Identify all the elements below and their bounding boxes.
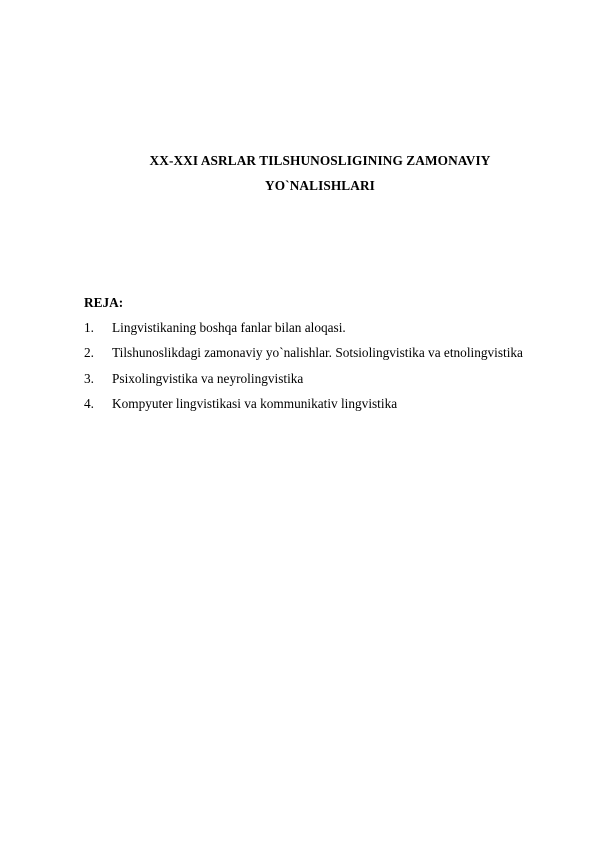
plan-item-number: 3. [84, 370, 94, 386]
plan-item-text: Kompyuter lingvistikasi va kommunikativ lingvistika [112, 395, 398, 411]
plan-item-text: Lingvistikaning boshqa fanlar bilan aloqasi. [112, 320, 346, 335]
plan-item-number: 2. [84, 345, 94, 361]
plan-item-number: 1. [84, 320, 94, 335]
plan-list [84, 319, 564, 413]
title-line-1: XX-XXI ASRLAR TILSHUNOSLIGINING ZAMONAVIY [149, 153, 491, 168]
plan-item-number: 4. [84, 395, 94, 411]
plan-item [84, 344, 564, 362]
plan-item-text: Tilshunoslikdagi zamonaviy yo`nalishlar. Sotsiolingvistika va etnolingvistika [112, 345, 523, 361]
plan-section [84, 294, 564, 420]
plan-item [84, 319, 564, 337]
plan-item-text: Psixolingvistika va neyrolingvistika [112, 370, 304, 386]
document-title [0, 148, 596, 198]
title-line-2: YO`NALISHLARI [265, 178, 375, 193]
plan-item [84, 395, 564, 413]
plan-heading: REJA: [84, 295, 124, 310]
plan-item [84, 370, 564, 388]
